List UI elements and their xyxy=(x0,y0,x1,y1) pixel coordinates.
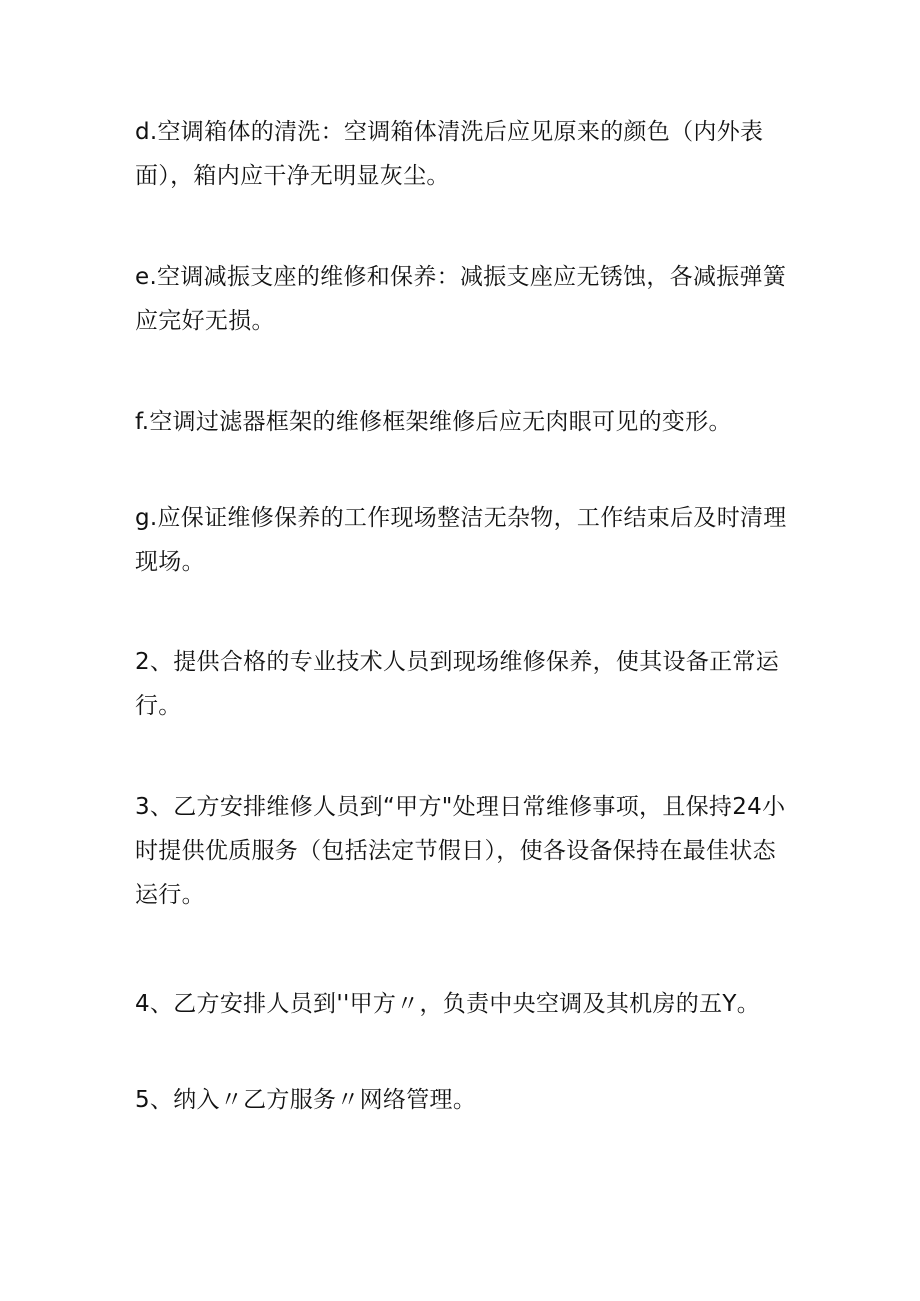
paragraph-3-daily-maintenance: 3、乙方安排维修人员到“甲方"处理日常维修事项，且保持24小时提供优质服务（包括法定节假日），使各设备保持在最佳状态运行。 xyxy=(135,794,786,908)
paragraph-4-machine-room: 4、乙方安排人员到''甲方〃，负责中央空调及其机房的五Y。 xyxy=(135,991,761,1017)
paragraph-2-technicians: 2、提供合格的专业技术人员到现场维修保养，使其设备正常运行。 xyxy=(135,649,780,719)
paragraph-e-damping-support: e.空调减振支座的维修和保养：减振支座应无锈蚀，各减振弹簧应完好无损。 xyxy=(135,264,787,334)
paragraph-d-cabinet-cleaning: d.空调箱体的清洗：空调箱体清洗后应见原来的颜色（内外表面），箱内应干净无明显灰尘。 xyxy=(135,119,764,189)
paragraph-f-filter-frame: f.空调过滤器框架的维修框架维修后应无肉眼可见的变形。 xyxy=(135,409,732,435)
paragraph-g-site-cleanliness: g.应保证维修保养的工作现场整洁无杂物，工作结束后及时清理现场。 xyxy=(135,505,787,575)
paragraph-5-network-management: 5、纳入〃乙方服务〃网络管理。 xyxy=(135,1087,477,1113)
